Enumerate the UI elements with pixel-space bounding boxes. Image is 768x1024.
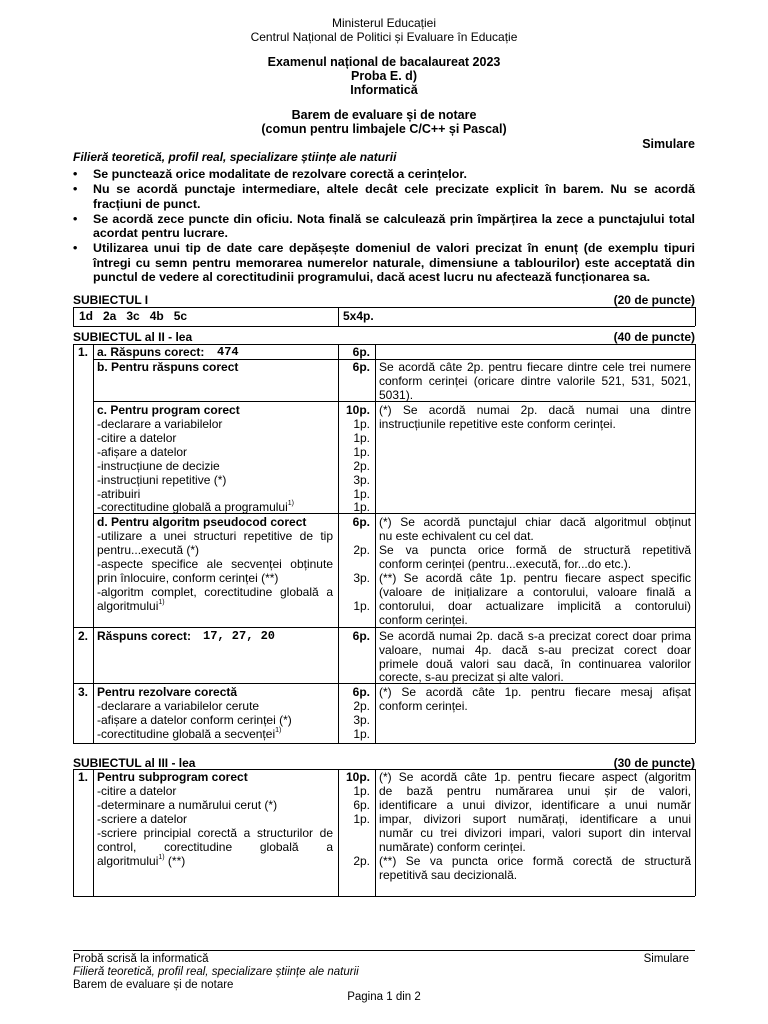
s2-q1d-points: 6p. <box>352 515 370 529</box>
s2-q3-item-points: 1p. <box>353 727 370 741</box>
s2-q3-item-points: 3p. <box>353 713 370 727</box>
s2-q3-item-points: 2p. <box>353 699 370 713</box>
s3-q1-note-line: (*) Se acordă câte 1p. pentru fiecare aspect (algoritm <box>379 770 691 784</box>
s2-q1a-label: a. Răspuns corect: <box>97 345 205 359</box>
s2-q1c-item: -corectitudine globală a programului$^{1)}$ <box>97 500 295 514</box>
s1-points: (20 de puncte) <box>613 293 695 307</box>
filiera-label: Filieră teoretică, profil real, specializare științe ale naturii <box>73 150 397 164</box>
s2-q1d-note-line: nu este echivalent cu cel dat. <box>379 529 534 543</box>
s3-q1-item-points: 1p. <box>353 784 370 798</box>
s2-q1d-note-line: conform cerinței. <box>379 613 468 627</box>
s2-q3-number: 3. <box>78 685 89 699</box>
s3-q1-number: 1. <box>78 770 89 784</box>
s2-q1d-note-line: (**) Se acordă câte 1p. pentru fiecare aspect specific <box>379 571 691 585</box>
s2-q1a-points: 6p. <box>352 345 370 359</box>
exam-subject: Informatică <box>350 83 418 97</box>
footnote-mark: 1) <box>158 599 165 606</box>
s2-q1d-item: -aspecte specifice ale secvenței obținute <box>97 557 333 571</box>
s2-q1c-item-points: 1p. <box>353 445 370 459</box>
s3-q1-note-line: repetitivă sau decizională. <box>379 868 518 882</box>
s2-q3-item: -declarare a variabilelor cerute <box>97 699 260 713</box>
s2-q2-note-line: valoare, numai 4p. dacă s-au precizat corect doar <box>379 643 691 657</box>
s3-q1-note-line: de bază pentru numărarea unui șir de valori, <box>379 784 691 798</box>
s2-q3-item: -corectitudine globală a secvenței$^{1)}$ <box>97 727 282 741</box>
rule-item: • Se punctează orice modalitate de rezolvare corectă a cerințelor. <box>73 167 695 181</box>
s2-q1-number: 1. <box>78 345 89 359</box>
rule-item: • Se acordă zece puncte din oficiu. Nota finală se calculează prin împărțirea la zece a punctajului total acordat pentru lucrare. <box>73 212 695 241</box>
s3-q1-points: 10p. <box>345 770 370 784</box>
s2-q1d-item: pentru...execută (*) <box>97 543 200 557</box>
s3-q1-item-points: 1p. <box>353 812 370 826</box>
s2-q1d-label: d. Pentru algoritm pseudocod corect <box>97 515 307 529</box>
exam-title: Examenul național de bacalaureat 2023 <box>267 55 501 69</box>
s2-q1d-item-points: 2p. <box>353 543 370 557</box>
s2-q3-item: -afișare a datelor conform cerinței (*) <box>97 713 292 727</box>
s2-q1c-points: 10p. <box>345 403 370 417</box>
barem-title: Barem de evaluare și de notare <box>291 108 477 122</box>
s3-q1-item: -scriere principial corectă a structurilor de <box>97 826 333 840</box>
s2-q1c-item: -afișare a datelor <box>97 445 188 459</box>
footer-proba: Probă scrisă la informatică <box>73 953 209 965</box>
exam-proba: Proba E. d) <box>351 69 417 83</box>
s2-points: (40 de puncte) <box>613 330 695 344</box>
simulare-label: Simulare <box>642 137 695 151</box>
s3-points: (30 de puncte) <box>613 756 695 770</box>
s3-q1-item: -scriere a datelor <box>97 812 188 826</box>
s2-q2-note-line: corecte, s-au precizat și alte valori. <box>379 670 564 684</box>
footer-barem: Barem de evaluare și de notare <box>73 979 234 991</box>
s3-q1-note-line: impar, divizori suport numărați, identificare a unui <box>379 812 691 826</box>
s3-q1-item: -determinare a numărului cerut (*) <box>97 798 278 812</box>
s2-q1c-note-line: instrucțiunile repetitive este conform cerinței. <box>379 417 616 431</box>
s2-q1b-note-line: 5031). <box>379 388 414 402</box>
s2-q1d-item: algoritmului$^{1)}$ <box>97 599 165 613</box>
s2-q1d-note-line: (valoare de inițializare a contorului, valoare finală a <box>379 585 691 599</box>
s2-q1a-value: 474 <box>217 345 239 359</box>
ministry-name: Ministerul Educației <box>331 16 437 30</box>
s2-q1d-item: -utilizare a unei structuri repetitive de tip <box>97 529 333 543</box>
s3-q1-label: Pentru subprogram corect <box>97 770 248 784</box>
s2-q1b-points: 6p. <box>352 360 370 374</box>
s2-q1d-item-points: 1p. <box>353 599 370 613</box>
s2-q1d-note-line: contorului, doar actualizare implicită a contorului) <box>379 599 691 613</box>
s2-q1b-note-line: Se acordă câte 2p. pentru fiecare dintre cele trei numere <box>379 360 691 374</box>
s1-answers: 1d 2a 3c 4b 5c <box>79 309 188 323</box>
s2-q1c-item-points: 1p. <box>353 417 370 431</box>
s1-title: SUBIECTUL I <box>73 293 149 307</box>
s2-q1d-item: -algoritm complet, corectitudine globală a <box>97 585 333 599</box>
s2-q1d-item-points: 3p. <box>353 571 370 585</box>
s2-q2-number: 2. <box>78 629 89 643</box>
s2-q2-note-line: primele două valori sau dacă, în continuarea valorilor <box>379 657 691 671</box>
center-name: Centrul Național de Politici și Evaluare în Educație <box>250 30 518 44</box>
barem-subtitle: (comun pentru limbajele C/C++ și Pascal) <box>261 122 507 136</box>
s2-q2-points: 6p. <box>352 629 370 643</box>
s2-q1c-item: -instrucțiuni repetitive (*) <box>97 473 227 487</box>
s2-q3-points: 6p. <box>352 685 370 699</box>
s3-q1-note-line: (**) Se va puncta orice formă corectă de structură <box>379 854 691 868</box>
s2-q2-note-line: Se acordă numai 2p. dacă s-a precizat corect doar prima <box>379 629 691 643</box>
s3-q1-item-points: 2p. <box>353 854 370 868</box>
general-rules-list <box>73 167 695 285</box>
s3-title: SUBIECTUL al III - lea <box>73 756 196 770</box>
s2-q1b-note-line: conform cerinței (oricare dintre valorile 521, 531, 5021, <box>379 374 691 388</box>
rule-item: • Utilizarea unui tip de date care depășește domeniul de valori precizat în enunț (de exemplu tipuri întregi cu semn pentru memorarea numerelor naturale, dimensiune a tablourilor) este acceptată din punctul de vedere al corectitudinii programului, dacă acest lucru nu afectează funcționarea sa. <box>73 241 695 284</box>
s2-q1c-label: c. Pentru program corect <box>97 403 240 417</box>
s2-q1d-note-line: (*) Se acordă punctajul chiar dacă algoritmul obținut <box>379 515 691 529</box>
footnote-mark: 1) <box>158 854 165 861</box>
s2-q1c-item: -atribuiri <box>97 487 141 501</box>
s3-q1-item: algoritmului$^{1)}$ (**) <box>97 854 186 868</box>
s2-q3-note-line: (*) Se acordă câte 1p. pentru fiecare mesaj afișat <box>379 685 691 699</box>
s2-q3-label: Pentru rezolvare corectă <box>97 685 238 699</box>
s2-q2-value: 17, 27, 20 <box>203 629 276 643</box>
s2-q1d-note-line: conform cerinței (pentru...execută, for...do etc.). <box>379 557 632 571</box>
s2-q1c-item-points: 3p. <box>353 473 370 487</box>
s2-q1c-item-points: 1p. <box>353 431 370 445</box>
s2-q1d-item: prin înlocuire, conform cerinței (**) <box>97 571 279 585</box>
footnote-mark: 1) <box>275 727 282 734</box>
s2-q1b-label: b. Pentru răspuns corect <box>97 360 239 374</box>
s3-q1-note-line: identificare a unui divizor, identificare a unui număr <box>379 798 691 812</box>
footnote-mark: 1) <box>287 500 295 507</box>
s3-q1-item: control, corectitudine globală a <box>97 840 333 854</box>
s3-q1-note-line: număr cu trei divizori impari, valori suport din interval <box>379 826 691 840</box>
s3-q1-item-points: 6p. <box>353 798 370 812</box>
s2-q1d-note-line: Se va puncta orice formă de structură repetitivă <box>379 543 691 557</box>
s2-q1c-note-line: (*) Se acordă numai 2p. dacă numai una dintre <box>379 403 691 417</box>
s2-q1c-item: -instrucțiune de decizie <box>97 459 220 473</box>
s3-q1-note-line: numărate) conform cerinței. <box>379 840 526 854</box>
s2-q1c-item: -declarare a variabilelor <box>97 417 223 431</box>
s2-q1c-item-points: 1p. <box>353 500 370 514</box>
s3-q1-item: -citire a datelor <box>97 784 177 798</box>
s2-q1c-item: -citire a datelor <box>97 431 177 445</box>
page-number: Pagina 1 din 2 <box>347 991 421 1003</box>
footer-simulare: Simulare <box>643 953 689 965</box>
s2-q3-note-line: conform cerinței. <box>379 699 468 713</box>
s2-title: SUBIECTUL al II - lea <box>73 330 193 344</box>
s2-q1c-item-points: 2p. <box>353 459 370 473</box>
rule-item: • Nu se acordă punctaje intermediare, altele decât cele precizate explicit în barem. Nu se acordă fracțiuni de punct. <box>73 182 695 211</box>
s2-q1c-item-points: 1p. <box>353 487 370 501</box>
footer-filiera: Filieră teoretică, profil real, specializare științe ale naturii <box>73 966 359 978</box>
s2-q2-label: Răspuns corect: <box>97 629 192 643</box>
footer-divider <box>73 950 695 951</box>
s1-score: 5x4p. <box>343 309 374 323</box>
